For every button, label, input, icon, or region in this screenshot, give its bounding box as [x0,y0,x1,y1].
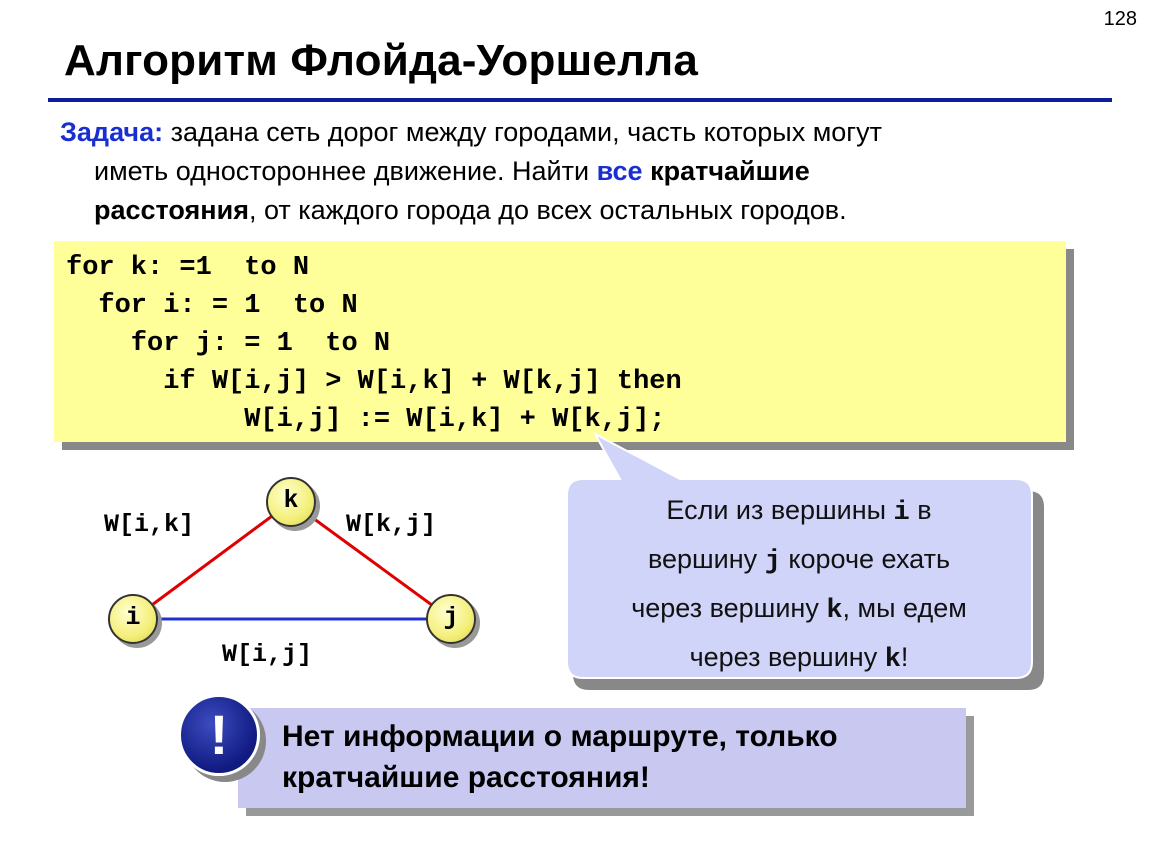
code-line: W[i,j] := W[i,k] + W[k,j]; [66,405,666,435]
edge-label-ik: W[i,k] [104,510,195,539]
code-line: if W[i,j] > W[i,k] + W[k,j] then [66,367,682,397]
callout-fragment: через вершину [689,642,885,672]
exclamation-icon: ! [178,694,260,776]
callout-line-3 [566,585,1032,634]
code-line: for j: = 1 to N [66,329,391,359]
callout-fragment: ! [900,642,909,672]
task-text-2: иметь одностороннее движение. Найти [94,156,597,186]
note-line-2: кратчайшие расстояния! [282,761,650,794]
node-i: i [108,594,158,644]
callout-fragment: , мы едем [842,593,967,623]
callout-fragment: через вершину [631,593,827,623]
task-label: Задача: [60,117,164,147]
callout-fragment: в [909,495,932,525]
note-line-1: Нет информации о маршруте, только [282,720,838,753]
task-emphasis-all: все [596,156,643,186]
node-k: k [266,477,316,527]
code-line: for i: = 1 to N [66,291,358,321]
callout-fragment: короче ехать [780,544,951,574]
page-number: 128 [1103,8,1137,30]
task-text-1: задана сеть дорог между городами, часть которых могут [163,117,882,147]
callout-line-2 [566,536,1032,585]
code-line: for k: =1 to N [66,253,310,283]
node-j: j [426,594,476,644]
task-emphasis-distances: расстояния [94,195,249,225]
callout-fragment: вершину [647,544,765,574]
task-emphasis-shortest: кратчайшие [650,156,810,186]
callout-line-1 [566,487,1032,536]
callout-text [566,487,1032,683]
callout-var-k: k [826,596,843,626]
note-box [238,708,966,808]
callout-var-j: j [764,547,781,577]
callout-var-i: i [893,498,910,528]
slide-title: Алгоритм Флойда-Уоршелла [64,36,699,85]
edge-label-ij: W[i,j] [222,640,313,669]
callout-var-k: k [884,645,901,675]
task-text-3: , от каждого города до всех остальных городов. [248,195,847,225]
callout-fragment: Если из вершины [666,495,894,525]
edge-label-kj: W[k,j] [346,510,437,539]
callout-line-4 [566,634,1032,683]
